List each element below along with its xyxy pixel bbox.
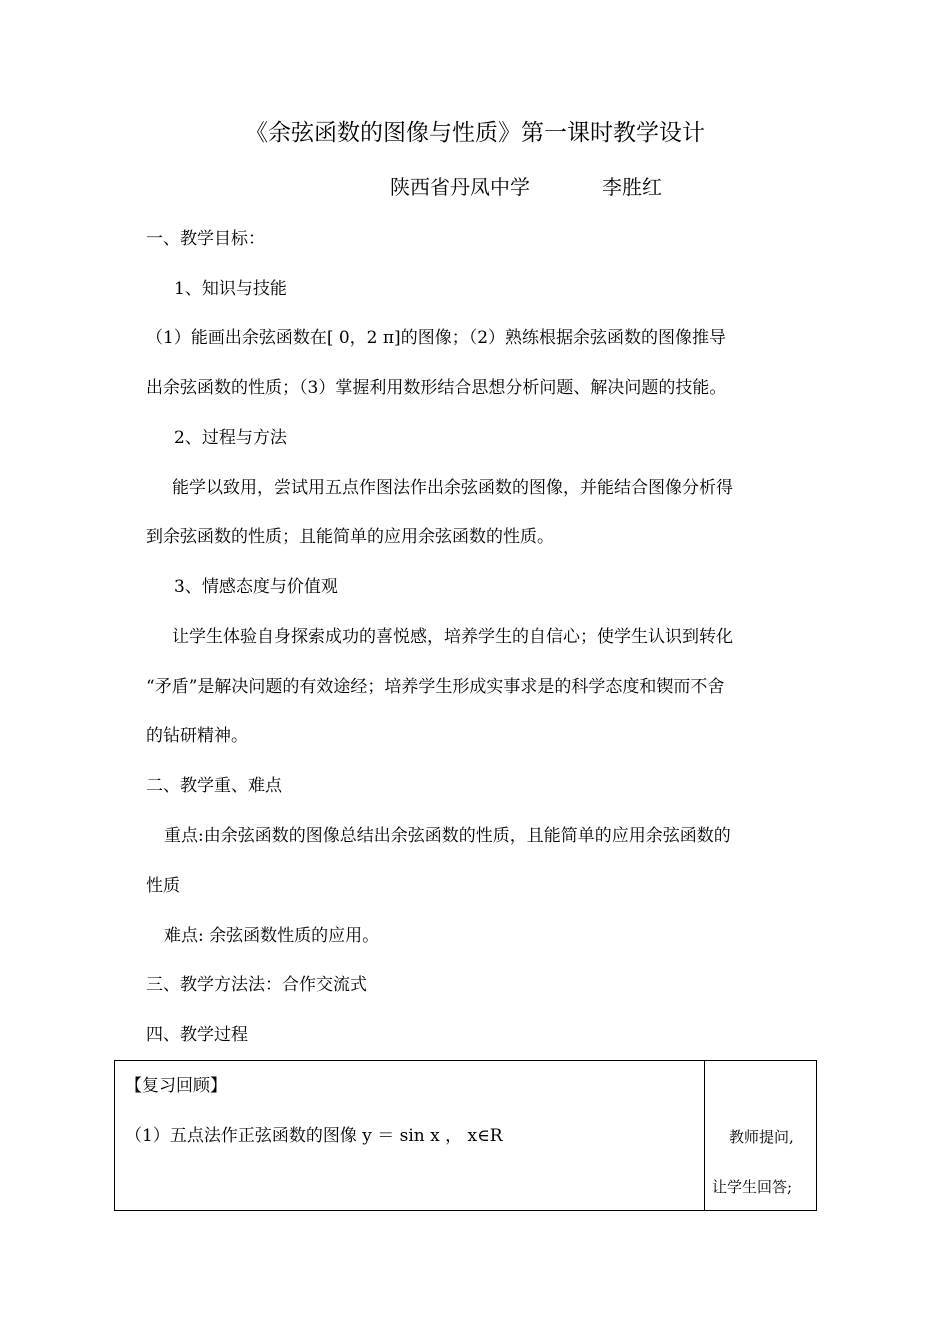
difficulty-text: 难点: 余弦函数性质的应用。 — [164, 926, 380, 946]
school-name: 陕西省丹凤中学 — [390, 175, 530, 199]
teaching-process-table — [114, 1060, 817, 1211]
table-column-divider — [704, 1061, 705, 1210]
attitude-text-line-1: 让学生体验自身探索成功的喜悦感，培养学生的自信心；使学生认识到转化 — [172, 627, 733, 647]
process-text-line-2: 到余弦函数的性质；且能简单的应用余弦函数的性质。 — [146, 527, 554, 547]
knowledge-heading: 1、知识与技能 — [174, 279, 287, 299]
teaching-process-heading: 四、教学过程 — [146, 1025, 248, 1045]
keypoint-text-line-2: 性质 — [146, 876, 180, 896]
teacher-note-1: 教师提问, — [729, 1128, 794, 1146]
review-item-1: （1）五点法作正弦函数的图像 y ＝ sin x ， x∈R — [125, 1126, 503, 1146]
attitude-text-line-3: 的钻研精神。 — [146, 726, 248, 746]
method-heading: 三、教学方法法：合作交流式 — [146, 975, 367, 995]
teacher-note-2: 让学生回答; — [712, 1178, 793, 1196]
knowledge-text-line-2: 出余弦函数的性质；（3）掌握利用数形结合思想分析问题、解决问题的技能。 — [146, 378, 727, 398]
process-heading: 2、过程与方法 — [174, 428, 287, 448]
process-text-line-1: 能学以致用，尝试用五点作图法作出余弦函数的图像，并能结合图像分析得 — [172, 478, 733, 498]
author-name: 李胜红 — [602, 175, 662, 199]
attitude-heading: 3、情感态度与价值观 — [174, 577, 338, 597]
attitude-text-line-2: “矛盾”是解决问题的有效途经；培养学生形成实事求是的科学态度和锲而不舍 — [146, 677, 725, 697]
knowledge-text-line-1: （1）能画出余弦函数在[ 0，2 π]的图像；（2）熟练根据余弦函数的图像推导 — [146, 328, 727, 348]
document-title: 《余弦函数的图像与性质》第一课时教学设计 — [245, 120, 705, 146]
keypoints-heading: 二、教学重、难点 — [146, 776, 282, 796]
keypoint-text-line-1: 重点:由余弦函数的图像总结出余弦函数的性质，且能简单的应用余弦函数的 — [164, 826, 731, 846]
goals-heading: 一、教学目标： — [146, 229, 265, 249]
review-heading: 【复习回顾】 — [125, 1076, 227, 1096]
